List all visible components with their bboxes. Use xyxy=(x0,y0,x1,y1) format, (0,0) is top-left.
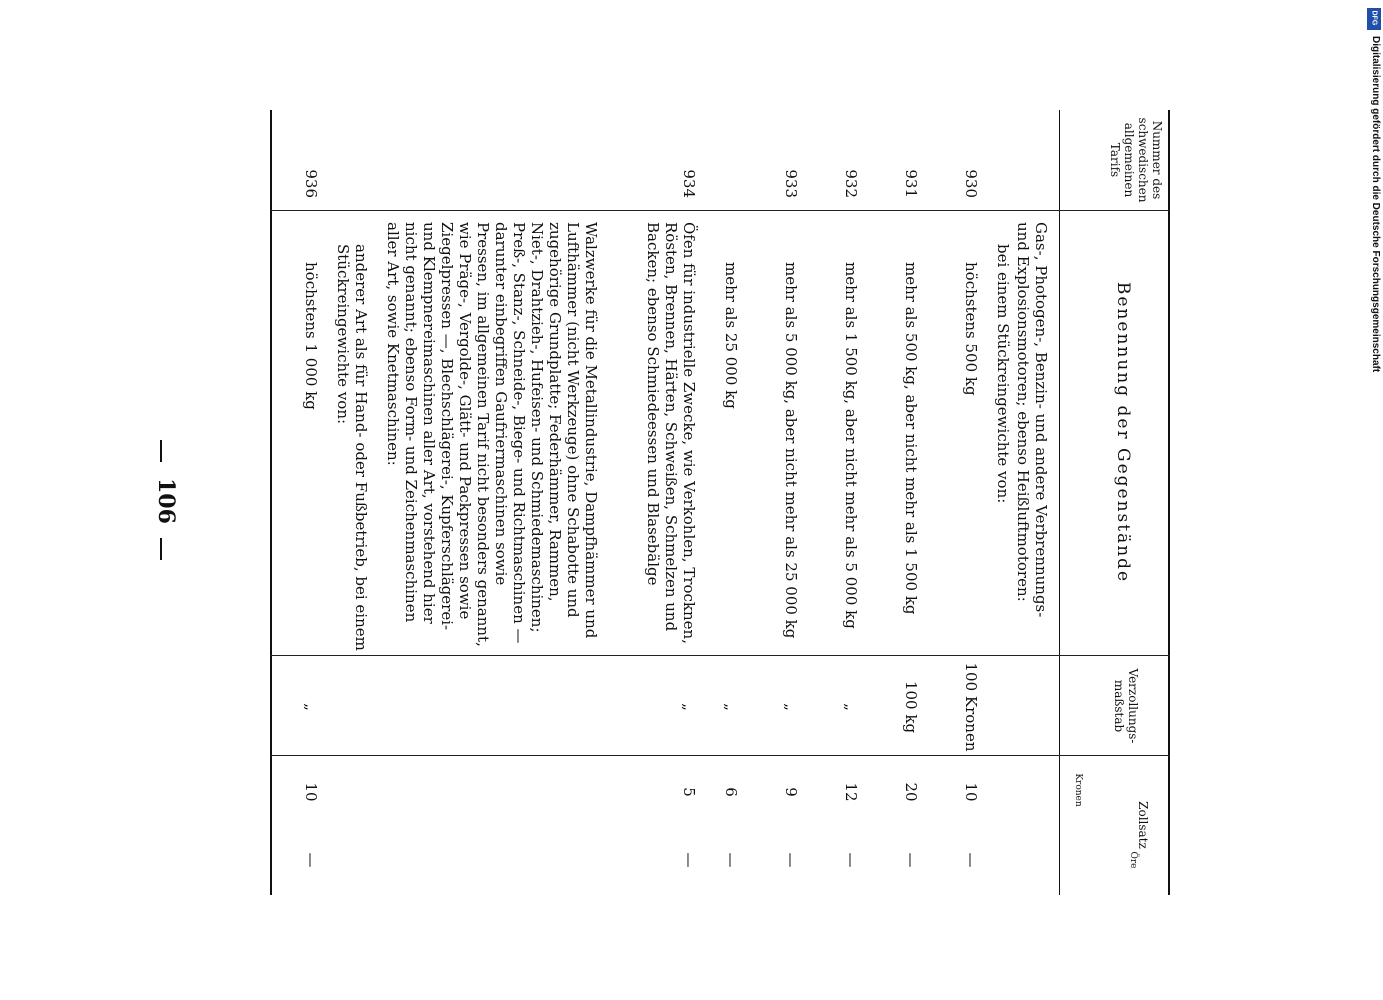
row-number: 933 xyxy=(782,169,800,198)
table-bottom-rule xyxy=(270,110,272,895)
row-text: Walzwerke für die Metallindustrie, Dampfhämmer und Lufthämmer (nicht Werkzeuge) ohne Schabotte und zugehörige Grundplatte; Federhämmer, Rammen, Niet-, Drahtzieh-, Hufeisen- und Schmiedemaschinen; Preß-, Stanz-, Schneide-, Biege- und Richtmaschinen — darunter einbegriffen Gaufriermaschinen sowie Pressen, im allgemeinen Tarif nicht besonders genannt, wie Präge-, Vergolde-, Glätt- und Packpressen sowie Ziegelpressen —, Blechschlägerei-, Kupferschlägerei- und Klempnereimaschinen aller Art, vorstehend hier nicht genannt; ebenso Form- und Zeichenmaschinen aller Art, sowie Knetmaschinen: xyxy=(384,222,600,647)
row-text: Öfen für industrielle Zwecke, wie Verkohlen, Trocknen, Rösten, Brennen, Härten, Schweißen, Schmelzen und Backen; ebenso Schmiedeessen und Blasebälge xyxy=(644,222,698,644)
row-kronen: 6 xyxy=(722,787,740,797)
credit-text: Digitalisierung gefördert durch die Deutsche Forschungsgemeinschaft xyxy=(1370,36,1381,373)
row-unit: „ xyxy=(842,703,860,711)
row-kronen: 10 xyxy=(962,782,980,802)
header-unit: Verzollungs-maßstab xyxy=(1112,668,1140,744)
row-kronen: 5 xyxy=(680,787,698,797)
row-text: Gas-, Photogen-, Benzin- und andere Verbrennungs- und Explosionsmotoren; ebenso Heißluftmotoren: xyxy=(1014,222,1050,618)
row-ore: — xyxy=(302,852,320,868)
row-text: anderer Art als für Hand- oder Fußbetrieb, bei einem Stückreingewichte von: xyxy=(334,244,370,651)
header-duty: Zollsatz xyxy=(1136,801,1150,849)
page-number-block xyxy=(118,440,208,560)
page-number: 106 xyxy=(153,478,179,524)
row-kronen: 10 xyxy=(302,782,320,802)
row-text: mehr als 500 kg, aber nicht mehr als 1 500 kg xyxy=(902,262,920,615)
dfg-logo: DFG xyxy=(1367,8,1381,30)
row-text: mehr als 5 000 kg, aber nicht mehr als 25 000 kg xyxy=(782,262,800,639)
row-number: 930 xyxy=(962,169,980,198)
tariff-table xyxy=(270,110,1170,895)
dfg-credit xyxy=(1368,10,1382,390)
header-kronen: Kronen xyxy=(1073,773,1083,807)
row-kronen: 9 xyxy=(782,787,800,797)
row-ore: — xyxy=(962,852,980,868)
column-divider-1 xyxy=(270,210,1170,211)
table-header-rule xyxy=(1059,110,1060,895)
row-number: 934 xyxy=(680,169,698,198)
table-top-rule xyxy=(1168,110,1170,895)
row-text: bei einem Stückreingewichte von: xyxy=(994,244,1012,504)
row-unit: „ xyxy=(302,703,320,711)
row-ore: — xyxy=(842,852,860,868)
header-name: Benennung der Gegenstände xyxy=(1113,281,1133,584)
column-divider-3 xyxy=(270,755,1170,756)
row-number: 936 xyxy=(302,169,320,198)
row-unit: 100 Kronen xyxy=(962,662,980,752)
header-number: Nummer des schwedischen allgemeinen Tarifs xyxy=(1108,117,1164,203)
row-number: 931 xyxy=(902,169,920,198)
row-ore: — xyxy=(680,852,698,868)
row-text: mehr als 1 500 kg, aber nicht mehr als 5 000 kg xyxy=(842,262,860,629)
page-number-dash-bottom xyxy=(160,538,162,560)
row-ore: — xyxy=(782,852,800,868)
row-unit: „ xyxy=(680,703,698,711)
row-unit: „ xyxy=(722,703,740,711)
row-unit: 100 kg xyxy=(902,680,920,734)
tariff-table-frame xyxy=(270,110,1170,895)
row-ore: — xyxy=(902,852,920,868)
row-kronen: 20 xyxy=(902,782,920,802)
header-ore: Öre xyxy=(1128,851,1138,869)
row-number: 932 xyxy=(842,169,860,198)
row-text: höchstens 1 000 kg xyxy=(302,262,320,410)
column-divider-2 xyxy=(270,655,1170,656)
row-kronen: 12 xyxy=(842,782,860,802)
row-text: höchstens 500 kg xyxy=(962,262,980,396)
row-unit: „ xyxy=(782,703,800,711)
page-number-dash-top xyxy=(160,440,162,462)
row-ore: — xyxy=(722,852,740,868)
row-text: mehr als 25 000 kg xyxy=(722,262,740,409)
